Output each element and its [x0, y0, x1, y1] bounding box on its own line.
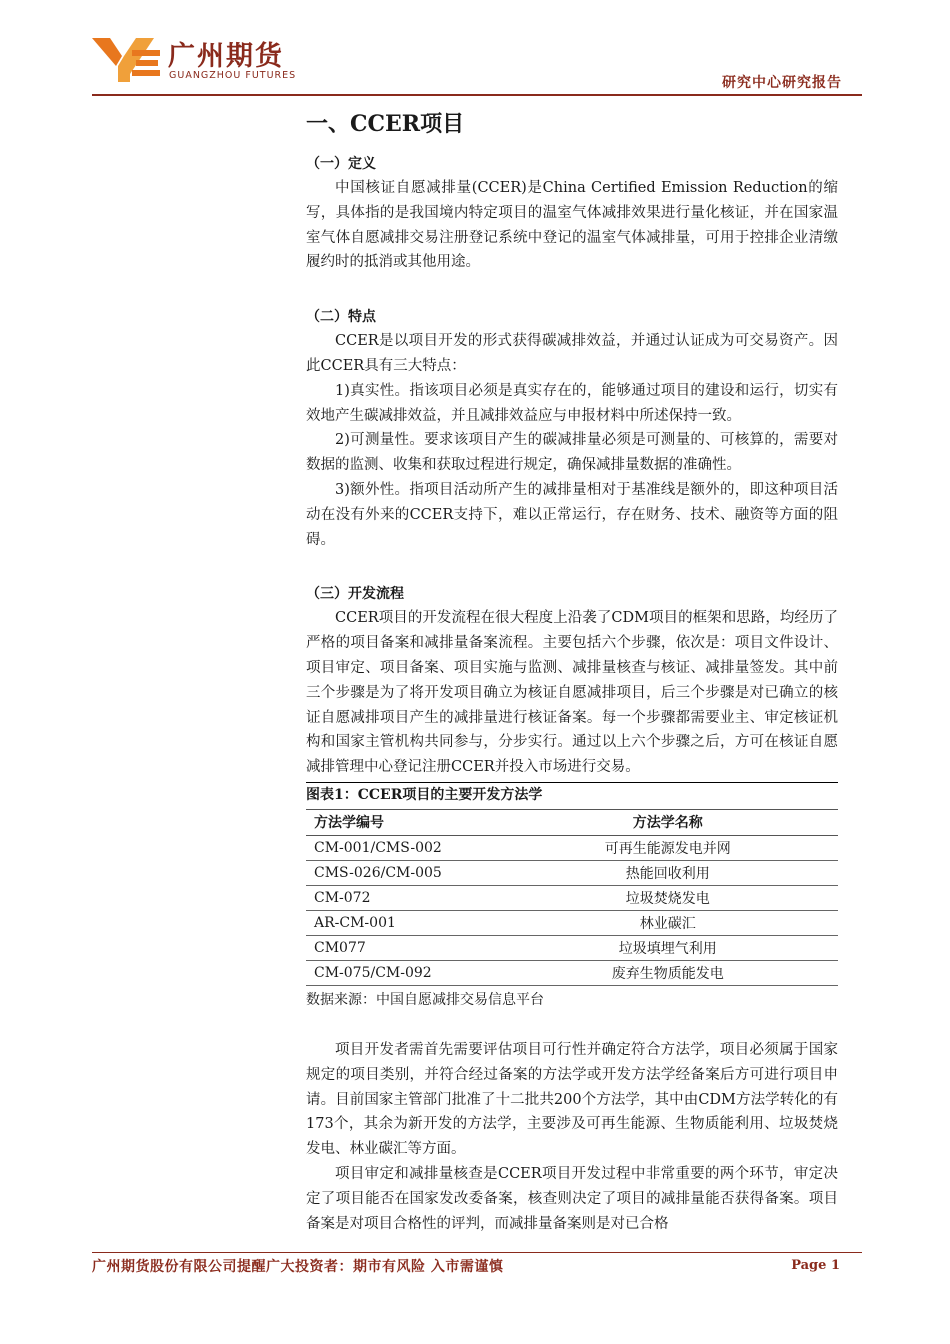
- process-paragraph: CCER项目的开发流程在很大程度上沿袭了CDM项目的框架和思路，均经历了严格的项目备案和减排量备案流程。主要包括六个步骤，依次是：项目文件设计、项目审定、项目备案、项目实施与监测、减排量核查与核证、减排量签发。其中前三个步骤是为了将开发项目确立为核证自愿减排项目，后三个步骤是对已确立的核证自愿减排项目产生的减排量进行核证备案。每一个步骤都需要业主、审定核证机构和国家主管机构共同参与，分步实行。通过以上六个步骤之后，方可在核证自愿减排管理中心登记注册CCER并投入市场进行交易。: [306, 610, 838, 776]
- company-logo: [92, 34, 307, 84]
- methodology-name: 垃圾填埋气利用: [498, 935, 838, 960]
- table-row: [306, 910, 838, 935]
- logo-mark-icon: [92, 36, 162, 82]
- validation-paragraph: 项目审定和减排量核查是CCER项目开发过程中非常重要的两个环节，审定决定了项目能否在国家发改委备案，核查则决定了项目的减排量能否获得备案。项目备案是对项目合格性的评判，而减排量备案则是对已合格: [306, 1165, 838, 1232]
- methodology-code: CMS-026/CM-005: [306, 860, 498, 885]
- header-divider: [92, 94, 862, 96]
- feature-measurability: 2)可测量性。要求该项目产生的碳减排量必须是可测量的、可核算的，需要对数据的监测、收集和获取过程进行规定，确保减排量数据的准确性。: [306, 432, 838, 474]
- process-heading: （三）开发流程: [306, 586, 404, 603]
- table-row: [306, 860, 838, 885]
- table-row: [306, 835, 838, 860]
- methodology-paragraph: 项目开发者需首先需要评估项目可行性并确定符合方法学，项目必须属于国家规定的项目类别，并符合经过备案的方法学或开发方法学经备案后方可进行项目申请。目前国家主管部门批准了十二批共200个方法学，其中由CDM方法学转化的有173个，其余为新开发的方法学，主要涉及可再生能源、生物质能利用、垃圾焚烧发电、林业碳汇等方面。: [306, 1041, 838, 1158]
- footer-divider: [92, 1252, 862, 1253]
- methodology-name: 热能回收利用: [498, 860, 838, 885]
- methodology-table: [306, 809, 838, 986]
- methodology-code: CM-072: [306, 885, 498, 910]
- features-paragraph: CCER是以项目开发的形式获得碳减排效益，并通过认证成为可交易资产。因此CCER具有三大特点：: [306, 333, 838, 374]
- footer-disclaimer: 广州期货股份有限公司提醒广大投资者：期市有风险 入市需谨慎: [92, 1259, 504, 1275]
- methodology-name: 林业碳汇: [498, 910, 838, 935]
- logo-english-name: GUANGZHOU FUTURES: [169, 70, 297, 81]
- feature-authenticity: 1)真实性。指该项目必须是真实存在的，能够通过项目的建设和运行，切实有效地产生碳减排效益，并且减排效益应与申报材料中所述保持一致。: [306, 382, 838, 424]
- table-row: [306, 885, 838, 910]
- methodology-code: CM-001/CMS-002: [306, 835, 498, 860]
- methodology-code: CM077: [306, 935, 498, 960]
- main-content: [306, 104, 838, 1236]
- methodology-code: CM-075/CM-092: [306, 960, 498, 985]
- column-header-name: 方法学名称: [498, 809, 838, 835]
- methodology-name: 垃圾焚烧发电: [498, 885, 838, 910]
- definition-heading: （一）定义: [306, 156, 376, 172]
- table-header-row: [306, 809, 838, 835]
- page-number: Page 1: [791, 1258, 840, 1273]
- section-title: 一、CCER项目: [306, 111, 465, 137]
- methodology-code: AR-CM-001: [306, 910, 498, 935]
- report-type-label: 研究中心研究报告: [722, 75, 842, 91]
- methodology-name: 废弃生物质能发电: [498, 960, 838, 985]
- figure-title: 图表1：CCER项目的主要开发方法学: [306, 782, 838, 809]
- definition-paragraph: 中国核证自愿减排量(CCER)是China Certified Emission Reduction的缩写，具体指的是我国境内特定项目的温室气体减排效果进行量化核证，并在国家温室气体自愿减排交易注册登记系统中登记的温室气体减排量，可用于控排企业清缴履约时的抵消或其他用途。: [306, 180, 838, 271]
- methodology-name: 可再生能源发电并网: [498, 835, 838, 860]
- table-row: [306, 960, 838, 985]
- data-source-note: 数据来源：中国自愿减排交易信息平台: [306, 991, 544, 1008]
- logo-chinese-name: 广州期货: [168, 41, 284, 72]
- feature-additionality: 3)额外性。指项目活动所产生的减排量相对于基准线是额外的，即这种项目活动在没有外来的CCER支持下，难以正常运行，存在财务、技术、融资等方面的阻碍。: [306, 481, 838, 548]
- column-header-code: 方法学编号: [306, 809, 498, 835]
- table-row: [306, 935, 838, 960]
- features-heading: （二）特点: [306, 309, 376, 326]
